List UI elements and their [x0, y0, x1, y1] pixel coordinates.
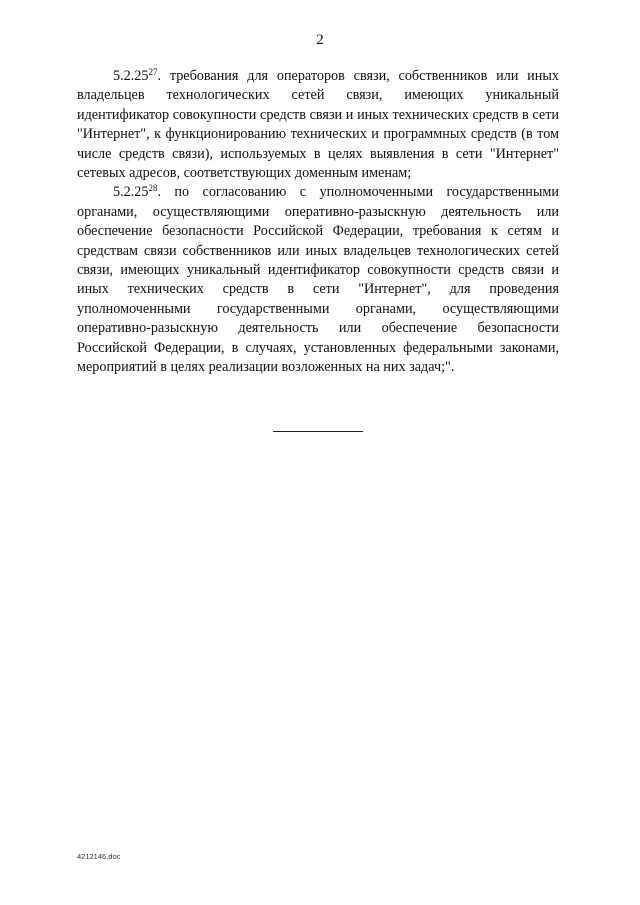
end-divider-line: [273, 431, 363, 432]
clause-number: 5.2.25: [113, 68, 149, 84]
page-number: 2: [316, 32, 324, 48]
clause-number: 5.2.25: [113, 184, 149, 201]
document-code: 4212146.doc: [77, 852, 121, 861]
clause-superscript: 27: [148, 67, 158, 77]
clause-text: . по согласованию с уполномоченными государственными органами, осуществляющими оперативно-разыскную деятельность или обеспечение безопасности Российской Федерации, требования к сетям и средствам связи собственников или иных владельцев технологических сетей связи, имеющих уникальный идентификатор совокупности средств связи и иных технических средств в сети "Интернет", для проведения уполномоченными государственными органами, осуществляющими оперативно-разыскную деятельность или обеспечение безопасности Российской Федерации, в случаях, установленных федеральными законами, мероприятий в целях реализации возложенных на них задач;".: [77, 184, 559, 376]
paragraph-5-2-25-27: [77, 67, 559, 183]
paragraph-5-2-25-28: [77, 183, 559, 377]
clause-text: . требования для операторов связи, собственников или иных владельцев технологических сетей связи, имеющих уникальный идентификатор совокупности средств связи и иных технических средств в сети "Интернет", к функционированию технических и программных средств (в том числе средств связи), используемых в целях выявления в сети "Интернет" сетевых адресов, соответствующих доменным именам;: [77, 68, 559, 182]
clause-superscript: 28: [148, 183, 158, 194]
document-body: [77, 67, 559, 378]
